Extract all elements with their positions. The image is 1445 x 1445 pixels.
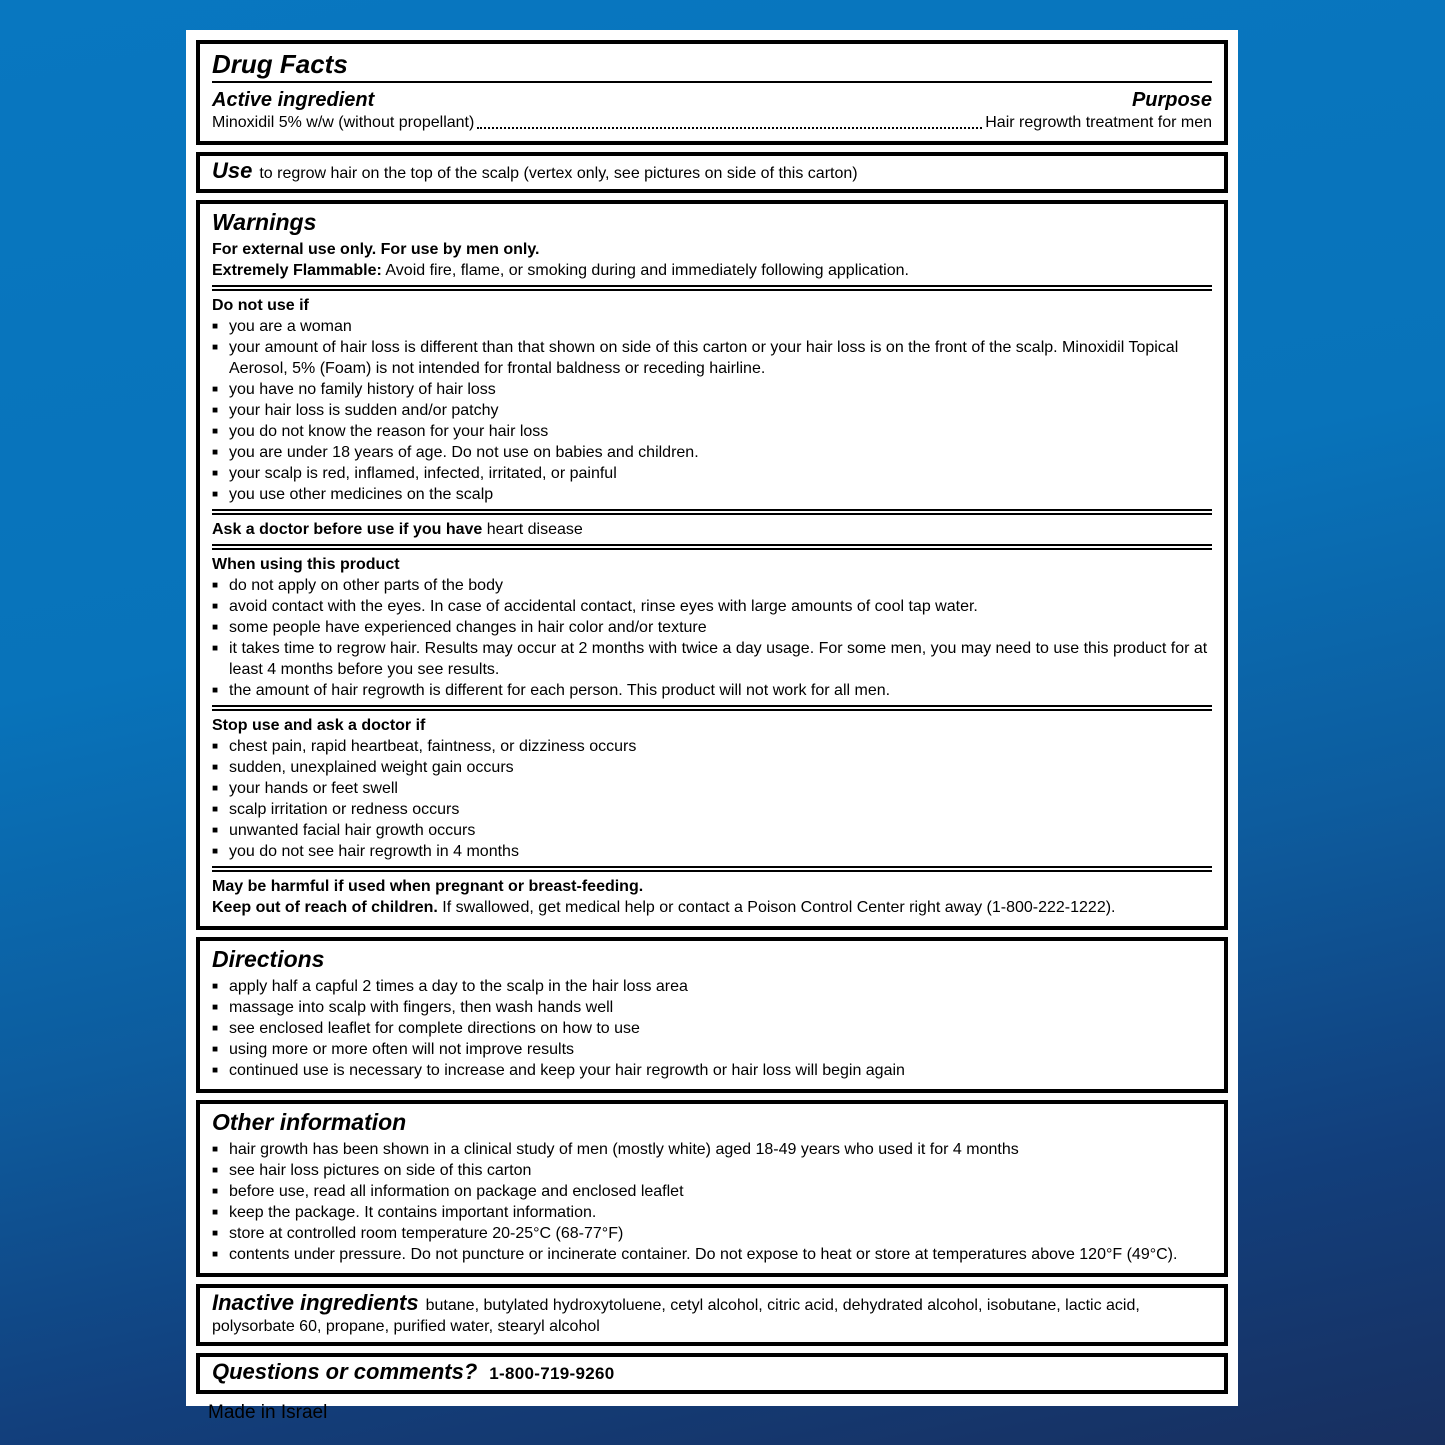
list-item: ■ avoid contact with the eyes. In case of accidental contact, rinse eyes with large amounts of cool tap water. xyxy=(212,596,1212,617)
other-information-heading: Other information xyxy=(212,1109,407,1135)
list-item: ■ sudden, unexplained weight gain occurs xyxy=(212,757,1212,778)
purpose-text: Hair regrowth treatment for men xyxy=(985,114,1212,131)
list-item: ■ unwanted facial hair growth occurs xyxy=(212,820,1212,841)
stop-use-list xyxy=(212,736,1212,862)
do-not-use-heading: Do not use if xyxy=(212,297,309,314)
directions-heading: Directions xyxy=(212,946,325,972)
separator xyxy=(212,285,1212,291)
active-ingredient-heading: Active ingredient xyxy=(212,89,375,111)
flammable-rest: Avoid fire, flame, or smoking during and immediately following application. xyxy=(381,262,909,279)
list-item: ■ continued use is necessary to increase and keep your hair regrowth or hair loss will begin again xyxy=(212,1060,1212,1081)
purpose-heading: Purpose xyxy=(1131,89,1212,111)
list-item: ■ store at controlled room temperature 20-25°C (68-77°F) xyxy=(212,1223,1212,1244)
ask-doctor-rest: heart disease xyxy=(482,521,583,538)
questions-phone: 1-800-719-9260 xyxy=(489,1364,615,1383)
title-rule xyxy=(212,81,1212,83)
list-item: ■ it takes time to regrow hair. Results may occur at 2 months with twice a day usage. For some men, you may need to use this product for at least 4 months before you see results. xyxy=(212,638,1212,680)
list-item: ■ the amount of hair regrowth is different for each person. This product will not work for all men. xyxy=(212,680,1212,701)
list-item: ■ massage into scalp with fingers, then wash hands well xyxy=(212,997,1212,1018)
list-item: ■ you are a woman xyxy=(212,316,1212,337)
separator xyxy=(212,866,1212,872)
other-information-list xyxy=(212,1139,1212,1265)
inactive-ingredients-paragraph xyxy=(212,1291,1212,1337)
list-item: ■ you are under 18 years of age. Do not use on babies and children. xyxy=(212,442,1212,463)
list-item: ■ you do not know the reason for your hair loss xyxy=(212,421,1212,442)
list-item: ■ you have no family history of hair loss xyxy=(212,379,1212,400)
active-ingredient-text: Minoxidil 5% w/w (without propellant) xyxy=(212,114,475,131)
list-item: ■ you do not see hair regrowth in 4 months xyxy=(212,841,1212,862)
list-item: ■ your scalp is red, inflamed, infected, irritated, or painful xyxy=(212,463,1212,484)
questions-heading: Questions or comments? xyxy=(212,1359,478,1384)
use-heading: Use xyxy=(212,158,253,183)
list-item: ■ using more or more often will not improve results xyxy=(212,1039,1212,1060)
ask-doctor-line xyxy=(212,519,1212,540)
section-directions xyxy=(196,937,1228,1093)
external-use-line: For external use only. For use by men only. xyxy=(212,241,540,258)
section-use xyxy=(196,152,1228,193)
keep-out-line xyxy=(212,897,1212,918)
list-item: ■ see enclosed leaflet for complete directions on how to use xyxy=(212,1018,1212,1039)
do-not-use-list xyxy=(212,316,1212,505)
separator xyxy=(212,544,1212,550)
ask-doctor-bold: Ask a doctor before use if you have xyxy=(212,521,483,538)
pregnant-warning-line: May be harmful if used when pregnant or breast-feeding. xyxy=(212,878,644,895)
drug-facts-title: Drug Facts xyxy=(212,49,348,79)
active-purpose-header-row xyxy=(212,88,1212,112)
list-item: ■ your hands or feet swell xyxy=(212,778,1212,799)
list-item: ■ scalp irritation or redness occurs xyxy=(212,799,1212,820)
list-item: ■ before use, read all information on package and enclosed leaflet xyxy=(212,1181,1212,1202)
stop-use-heading: Stop use and ask a doctor if xyxy=(212,717,426,734)
section-other-information xyxy=(196,1100,1228,1277)
directions-list xyxy=(212,976,1212,1081)
keep-out-bold: Keep out of reach of children. xyxy=(212,899,438,916)
drug-facts-panel xyxy=(186,30,1238,1423)
when-using-list xyxy=(212,575,1212,701)
dotted-leader xyxy=(477,127,982,129)
list-item: ■ your hair loss is sudden and/or patchy xyxy=(212,400,1212,421)
flammable-line xyxy=(212,260,1212,281)
active-ingredient-row xyxy=(212,112,1212,133)
section-warnings xyxy=(196,200,1228,930)
section-title-active-ingredient xyxy=(196,40,1228,145)
inactive-ingredients-heading: Inactive ingredients xyxy=(212,1290,419,1315)
list-item: ■ see hair loss pictures on side of this carton xyxy=(212,1160,1212,1181)
flammable-bold: Extremely Flammable: xyxy=(212,262,382,279)
use-paragraph xyxy=(212,159,1212,184)
list-item: ■ hair growth has been shown in a clinical study of men (mostly white) aged 18-49 years who used it for 4 months xyxy=(212,1139,1212,1160)
list-item: ■ do not apply on other parts of the body xyxy=(212,575,1212,596)
keep-out-rest: If swallowed, get medical help or contact a Poison Control Center right away (1-800-222-1222). xyxy=(437,899,1116,916)
separator xyxy=(212,509,1212,515)
list-item: ■ contents under pressure. Do not puncture or incinerate container. Do not expose to heat or store at temperatures above 120°F (49°C). xyxy=(212,1244,1212,1265)
inactive-ingredients-text: butane, butylated hydroxytoluene, cetyl alcohol, citric acid, dehydrated alcohol, isobutane, lactic acid, polysorbate 60, propane, purified water, stearyl alcohol xyxy=(212,1297,1140,1335)
list-item: ■ your amount of hair loss is different than that shown on side of this carton or your hair loss is on the front of the scalp. Minoxidil Topical Aerosol, 5% (Foam) is not intended for frontal baldness or receding hairline. xyxy=(212,337,1212,379)
section-questions xyxy=(196,1353,1228,1394)
list-item: ■ apply half a capful 2 times a day to the scalp in the hair loss area xyxy=(212,976,1212,997)
use-text: to regrow hair on the top of the scalp (vertex only, see pictures on side of this carton) xyxy=(259,165,858,182)
section-inactive-ingredients xyxy=(196,1284,1228,1346)
separator xyxy=(212,705,1212,711)
when-using-heading: When using this product xyxy=(212,556,400,573)
list-item: ■ you use other medicines on the scalp xyxy=(212,484,1212,505)
warnings-heading: Warnings xyxy=(212,209,317,235)
list-item: ■ keep the package. It contains important information. xyxy=(212,1202,1212,1223)
questions-paragraph xyxy=(212,1360,1212,1385)
list-item: ■ chest pain, rapid heartbeat, faintness, or dizziness occurs xyxy=(212,736,1212,757)
made-in-text: Made in Israel xyxy=(208,1402,328,1423)
list-item: ■ some people have experienced changes in hair color and/or texture xyxy=(212,617,1212,638)
